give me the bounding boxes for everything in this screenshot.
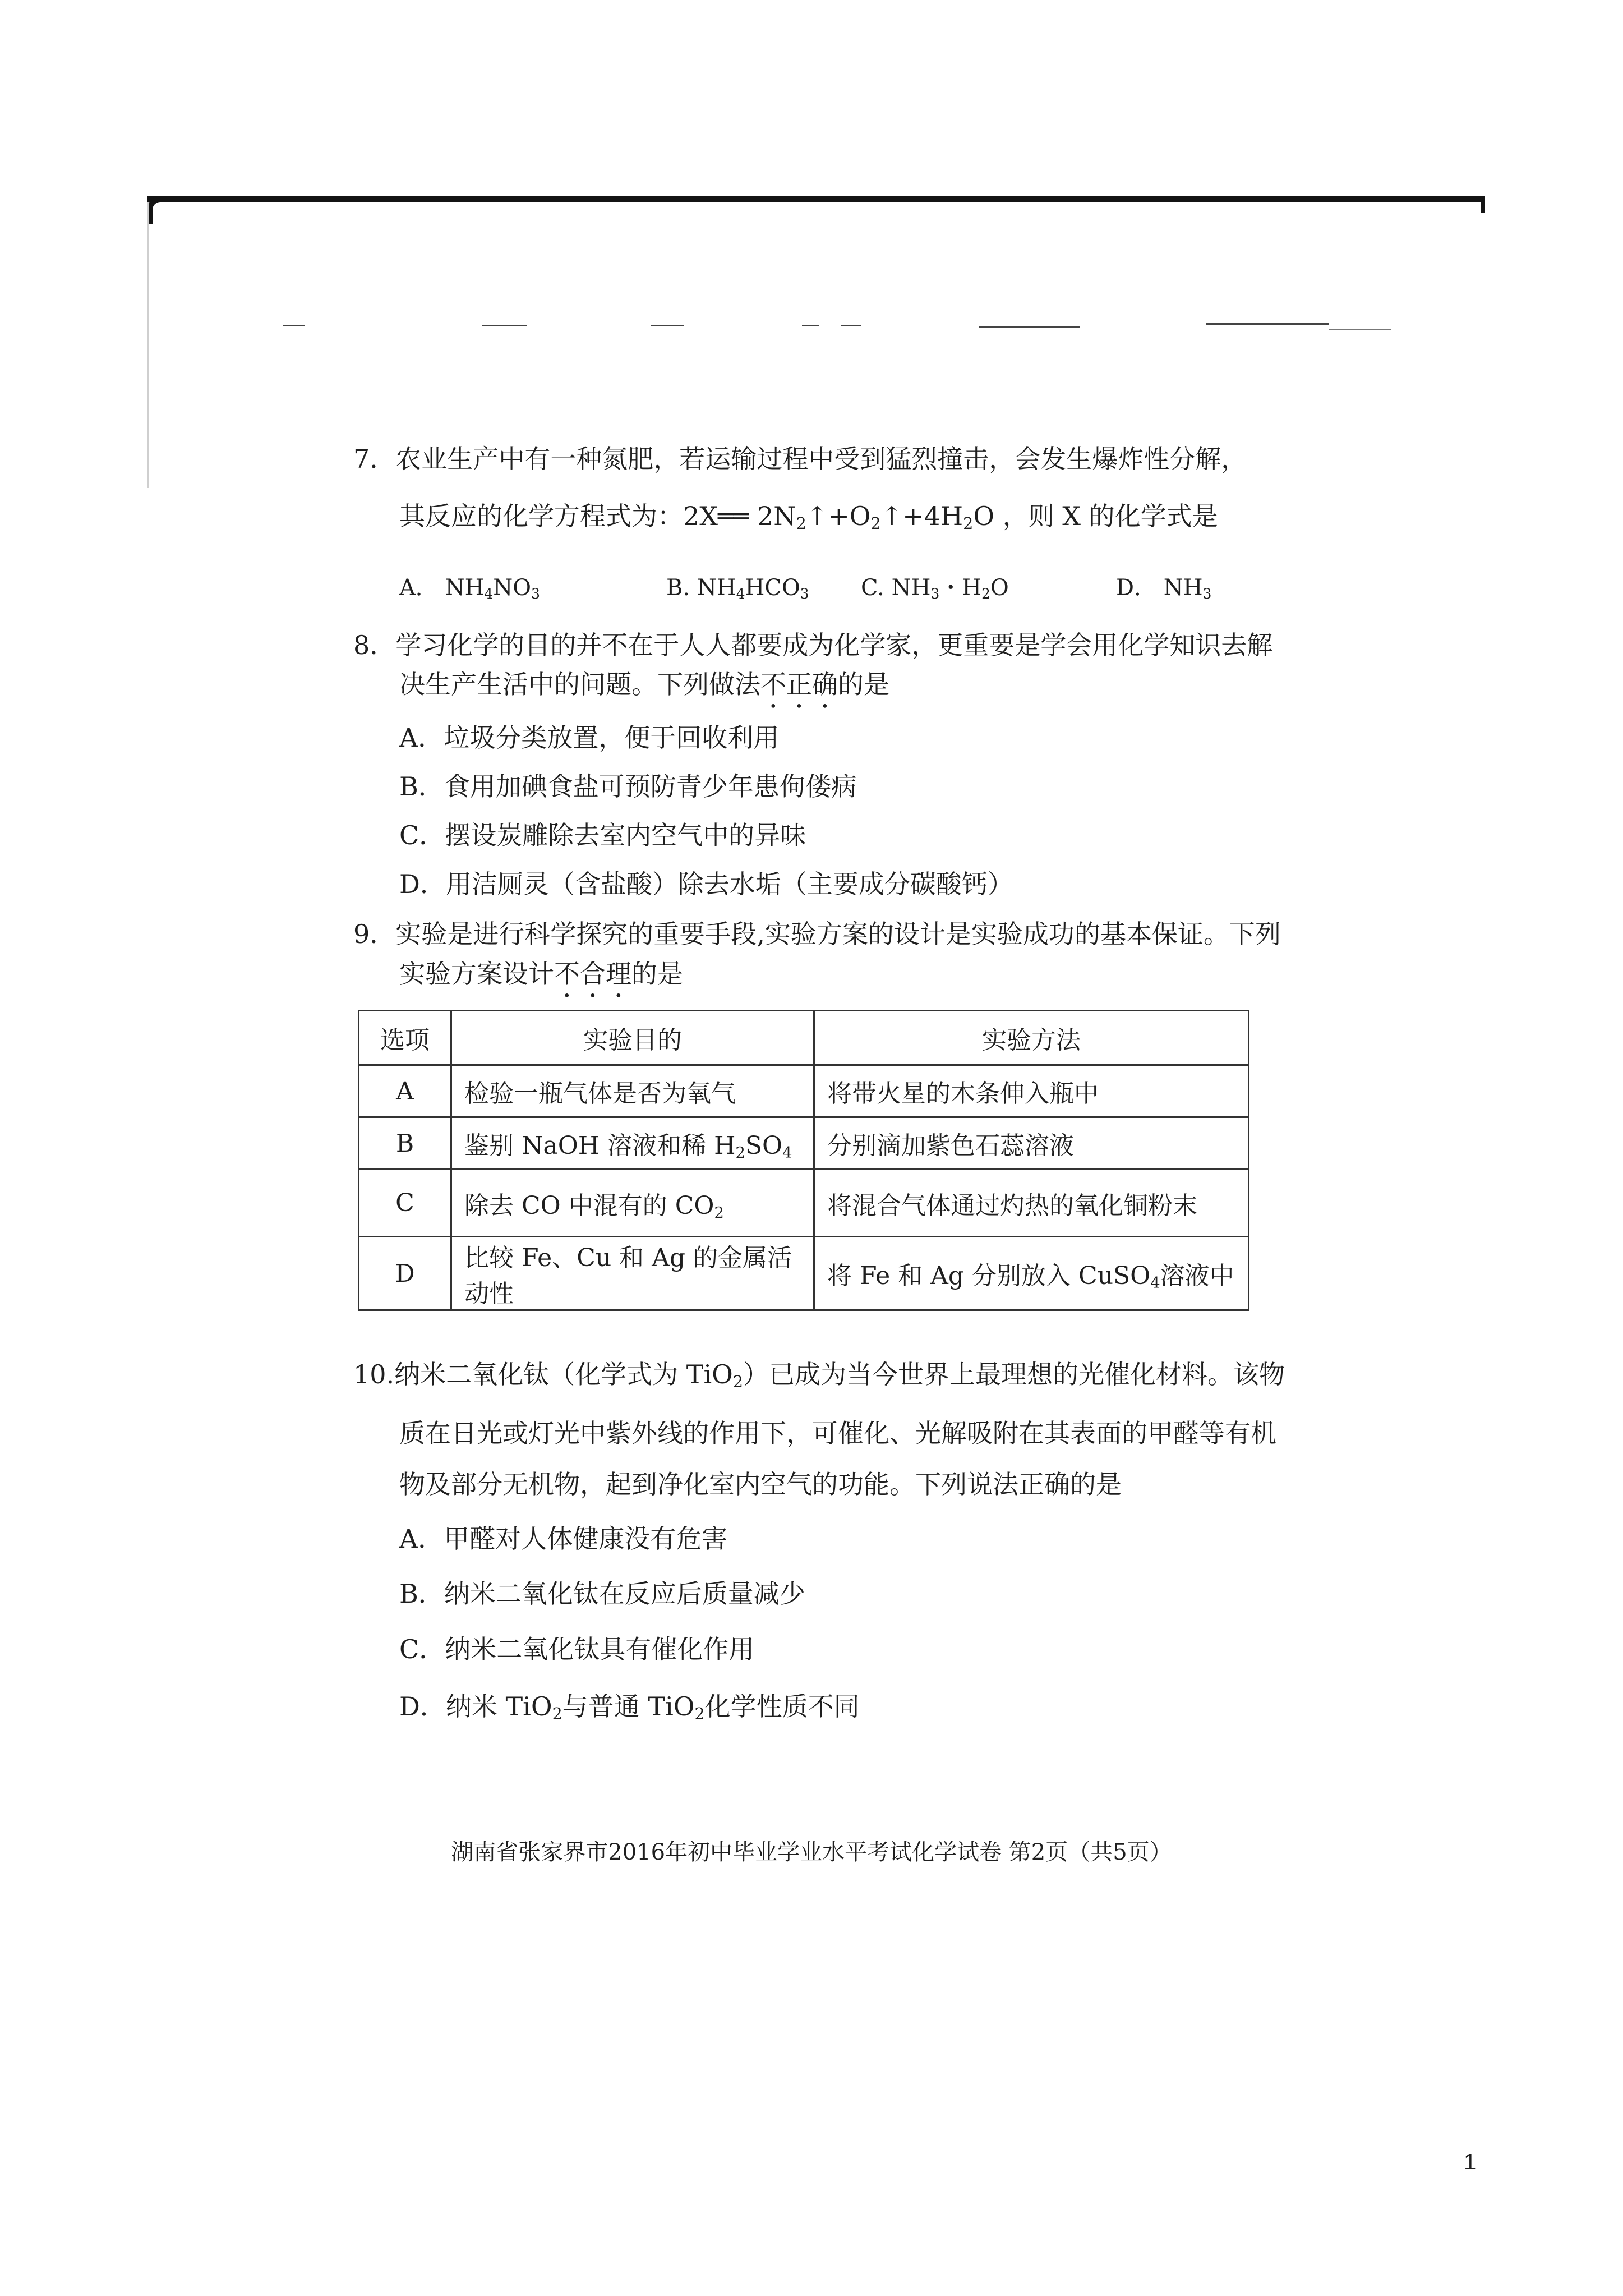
q7-option-d: D． $NH_3$ (1116, 575, 1212, 602)
table-cell-aim: 检验一瓶气体是否为氧气 (451, 1065, 814, 1117)
table-cell-method: 将混合气体通过灼热的氧化铜粉末 (814, 1170, 1249, 1237)
table-row (359, 1237, 1249, 1310)
q10-option-d: D．纳米 TiO$_2$与普通 TiO$_2$化学性质不同 (399, 1691, 860, 1724)
q10-stem-line3: 物及部分无机物，起到净化室内空气的功能。下列说法正确的是 (399, 1469, 1122, 1499)
q10-option-a: A．甲醛对人体健康没有危害 (399, 1524, 728, 1554)
q8-option-a: A．垃圾分类放置，便于回收利用 (399, 723, 780, 753)
q9-stem-line2: 实验方案设计不合理的是 (399, 959, 683, 989)
scan-frame-corner (147, 196, 169, 224)
scan-frame-right-edge (1481, 196, 1485, 213)
q10-stem-line1: 10.纳米二氧化钛（化学式为 TiO$_2$）已成为当今世界上最理想的光催化材料。该物 (353, 1359, 1285, 1392)
table-cell-aim: 鉴别 NaOH 溶液和稀 $H_2SO_4$ (451, 1117, 814, 1170)
table-cell-option: B (359, 1117, 451, 1170)
q8-option-b: B．食用加碘食盐可预防青少年患佝偻病 (399, 771, 857, 802)
scan-dash (283, 325, 305, 326)
q7-option-a: A． $NH_4NO_3$ (399, 575, 540, 602)
scan-dash (841, 325, 861, 326)
scan-dash (1206, 323, 1329, 325)
scan-dash (1329, 329, 1391, 330)
scan-frame-top-border (147, 196, 1485, 202)
q10-option-c: C．纳米二氧化钛具有催化作用 (399, 1634, 755, 1664)
scan-frame-left-edge (147, 202, 149, 488)
table-cell-option: C (359, 1170, 451, 1237)
table-row (359, 1117, 1249, 1170)
q8-stem-line2: 决生产生活中的问题。下列做法不正确的是 (399, 669, 889, 700)
table-row (359, 1170, 1249, 1237)
q8-option-c: C．摆设炭雕除去室内空气中的异味 (399, 820, 806, 850)
q8-option-d: D．用洁厕灵（含盐酸）除去水垢（主要成分碳酸钙） (399, 869, 1013, 899)
table-header-row (359, 1011, 1249, 1065)
q10-stem-line2: 质在日光或灯光中紫外线的作用下，可催化、光解吸附在其表面的甲醛等有机 (399, 1418, 1276, 1448)
scan-dash (482, 325, 527, 326)
table-cell-aim: 比较 Fe、Cu 和 Ag 的金属活动性 (451, 1237, 814, 1310)
table-cell-method: 将 Fe 和 Ag 分别放入 CuSO$_4$溶液中 (814, 1237, 1249, 1310)
experiment-table (358, 1010, 1249, 1311)
page-footer: 湖南省张家界市2016年初中毕业学业水平考试化学试卷 第2页（共5页） (451, 1839, 1172, 1865)
q7-stem-line2: 其反应的化学方程式为：2X══ $2N_2↑+O_2↑+4H_2O$ ，则 X 的化学式是 (399, 501, 1218, 533)
table-cell-option: A (359, 1065, 451, 1117)
page-number: 1 (1464, 2150, 1477, 2174)
table-cell-aim: 除去 CO 中混有的 $CO_2$ (451, 1170, 814, 1237)
q8-stem-line1: 8．学习化学的目的并不在于人人都要成为化学家，更重要是学会用化学知识去解 (353, 630, 1273, 660)
q7-stem-line1: 7．农业生产中有一种氮肥，若运输过程中受到猛烈撞击，会发生爆炸性分解， (353, 444, 1247, 474)
q7-option-c: C. $NH_3$・$H_2O$ (861, 575, 1009, 602)
q7-option-b: B. $NH_4HCO_3$ (666, 575, 809, 602)
table-header: 选项 (359, 1011, 451, 1065)
table-header: 实验方法 (814, 1011, 1249, 1065)
scan-dash (979, 326, 1080, 328)
table-cell-option: D (359, 1237, 451, 1310)
table-header: 实验目的 (451, 1011, 814, 1065)
scan-dash (651, 325, 684, 326)
q8-emphasis: 不正确 (760, 669, 838, 700)
scan-dash (802, 325, 819, 326)
q10-option-b: B．纳米二氧化钛在反应后质量减少 (399, 1579, 805, 1609)
q9-emphasis: 不合理 (554, 959, 631, 989)
table-cell-method: 分别滴加紫色石蕊溶液 (814, 1117, 1249, 1170)
q9-stem-line1: 9．实验是进行科学探究的重要手段,实验方案的设计是实验成功的基本保证。下列 (353, 919, 1281, 949)
table-row (359, 1065, 1249, 1117)
table-cell-method: 将带火星的木条伸入瓶中 (814, 1065, 1249, 1117)
